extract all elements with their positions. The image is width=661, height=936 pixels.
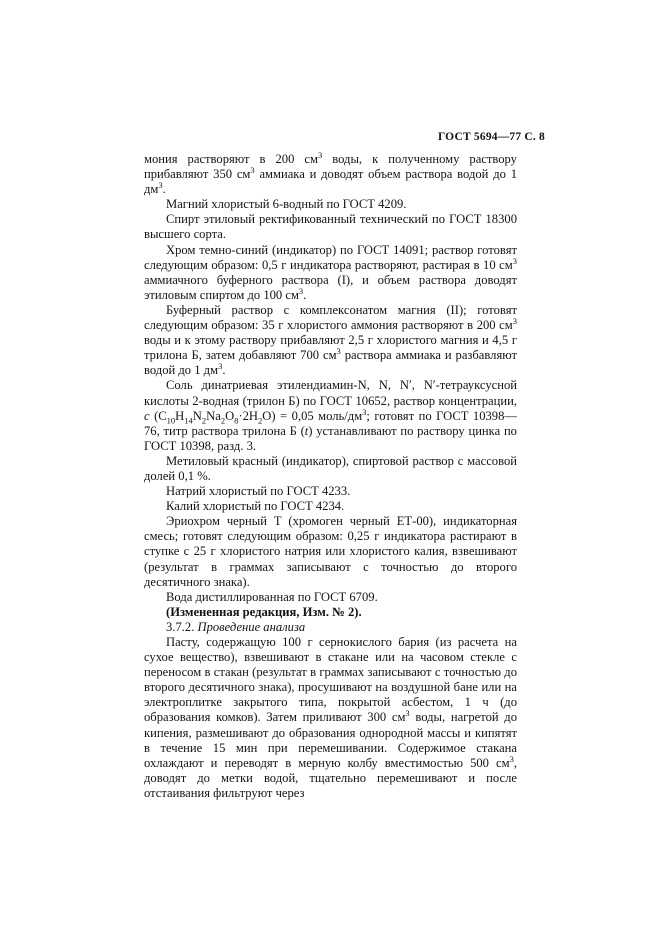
text-run: ) устанавливают по раствору цинка по ГОСТ 10398, разд. 3. — [144, 423, 517, 453]
variable-c: c — [144, 408, 150, 423]
paragraph-magnesium-chloride: Магний хлористый 6-водный по ГОСТ 4209. — [166, 197, 407, 212]
running-head: ГОСТ 5694—77 С. 8 — [437, 131, 545, 143]
variable-t: t — [304, 423, 309, 438]
paragraph-trilon-b — [144, 378, 517, 453]
section-heading-analysis — [144, 620, 517, 635]
subscript: 8 — [234, 415, 239, 426]
section-title: Проведение анализа — [197, 619, 306, 634]
paragraph-potassium-chloride: Калий хлористый по ГОСТ 4234. — [166, 499, 345, 514]
text-run: аммиачного буферного раствора (I), и объем раствора доводят этиловым спиртом до 100 см — [144, 272, 517, 302]
paragraph-eriochrome-black: Эриохром черный Т (хромоген черный ЕТ-00), индикаторная смесь; готовят следующим образом: 0,25 г индикатора растирают в ступке с 25 г хлористого натрия или хлористого калия, взвешивают (результат в граммах записывают с точностью до второго десятичного знака). — [144, 514, 517, 589]
formula-part: (C — [149, 408, 167, 423]
formula-part: H — [175, 408, 185, 423]
paragraph-chrome-dark-blue — [144, 243, 517, 303]
superscript: 3 — [218, 361, 223, 372]
superscript: 3 — [509, 753, 514, 764]
superscript: 3 — [512, 315, 517, 326]
text-run: воды и к этому раствору прибавляют 2,5 г хлористого магния и 4,5 г трилона Б, затем добавляют 700 см — [144, 333, 517, 363]
formula-part: ·2H — [238, 408, 259, 423]
text-run: Хром темно-синий (индикатор) по ГОСТ 14091; раствор готовят следующим образом: 0,5 г индикатора растворяют, растирая в 10 см — [144, 242, 517, 272]
text-run: раствора аммиака и разбавляют водой до 1 дм — [144, 348, 517, 378]
text-run: . — [222, 363, 226, 378]
paragraph-buffer-solution-magnesium — [144, 303, 517, 378]
formula-part: Na — [206, 408, 221, 423]
subscript: 14 — [184, 415, 193, 426]
paragraph-sodium-chloride: Натрий хлористый по ГОСТ 4233. — [166, 484, 351, 499]
superscript: 3 — [250, 164, 255, 175]
subscript: 2 — [201, 415, 207, 426]
subscript: 2 — [258, 415, 263, 426]
paragraph-distilled-water: Вода дистиллированная по ГОСТ 6709. — [166, 589, 378, 604]
formula-part: N — [192, 408, 202, 423]
formula-part: O — [225, 408, 235, 423]
text-run: . — [162, 182, 166, 197]
text-run: аммиака и доводят объем раствора водой до 1 дм — [144, 167, 517, 197]
text-run: воды, к полученному раствору прибавляют 350 см — [144, 152, 517, 182]
text-run: . — [303, 287, 307, 302]
text-run: Пасту, содержащую 100 г сернокислого бария (из расчета на сухое вещество), взвешивают в стакане или на часовом стекле с переносом в стакан (результат в граммах записывают с точностью до второго десятичного знака), просушивают на воздушной бане или на электроплитке закрытого типа, покрытой асбестом, 1 ч (до образования комков). Затем приливают 300 см — [144, 635, 517, 725]
superscript: 3 — [405, 708, 410, 719]
paragraph-analysis-procedure — [144, 635, 517, 801]
text-run: ; готовят по ГОСТ 10398—76, титр раствора трилона Б ( — [144, 408, 517, 438]
document-body — [144, 149, 517, 801]
superscript: 3 — [336, 346, 341, 357]
superscript: 3 — [158, 180, 163, 190]
superscript: 3 — [512, 255, 517, 266]
text-run: воды, нагретой до кипения, размешивают до образования однородной массы и кипятят в течение 15 мин при перемешивании. Содержимое стакана охлаждают и переводят в мерную колбу вместимостью 500 см — [144, 710, 517, 770]
paragraph-methyl-red: Метиловый красный (индикатор), спиртовой раствор с массовой долей 0,1 %. — [144, 453, 517, 483]
superscript: 3 — [362, 406, 367, 417]
text-run: Буферный раствор с комплексонатом магния (II); готовят следующим образом: 35 г хлористого аммония растворяют в 200 см — [144, 302, 517, 333]
paragraph-ethyl-alcohol: Спирт этиловый ректификованный технический по ГОСТ 18300 высшего сорта. — [144, 212, 517, 242]
paragraph-ammonia-buffer-continued — [144, 149, 517, 197]
superscript: 3 — [298, 285, 304, 296]
subscript: 2 — [220, 415, 226, 426]
subscript: 10 — [166, 415, 176, 426]
amendment-note: (Измененная редакция, Изм. № 2). — [166, 604, 362, 619]
formula-part: O) = 0,05 моль/дм — [262, 408, 363, 423]
text-run: мония растворяют в 200 см — [144, 152, 318, 166]
text-run: , доводят до метки водой, тщательно перемешивают и после отстаивания фильтруют через — [144, 755, 517, 800]
superscript: 3 — [317, 149, 323, 160]
section-number: 3.7.2. — [166, 619, 198, 634]
text-run: Соль динатриевая этилендиамин-N, N, N′, N′-тетрауксусной кислоты 2-водная (трилон Б) по ГОСТ 10652, раствор концентрации, — [144, 378, 517, 408]
